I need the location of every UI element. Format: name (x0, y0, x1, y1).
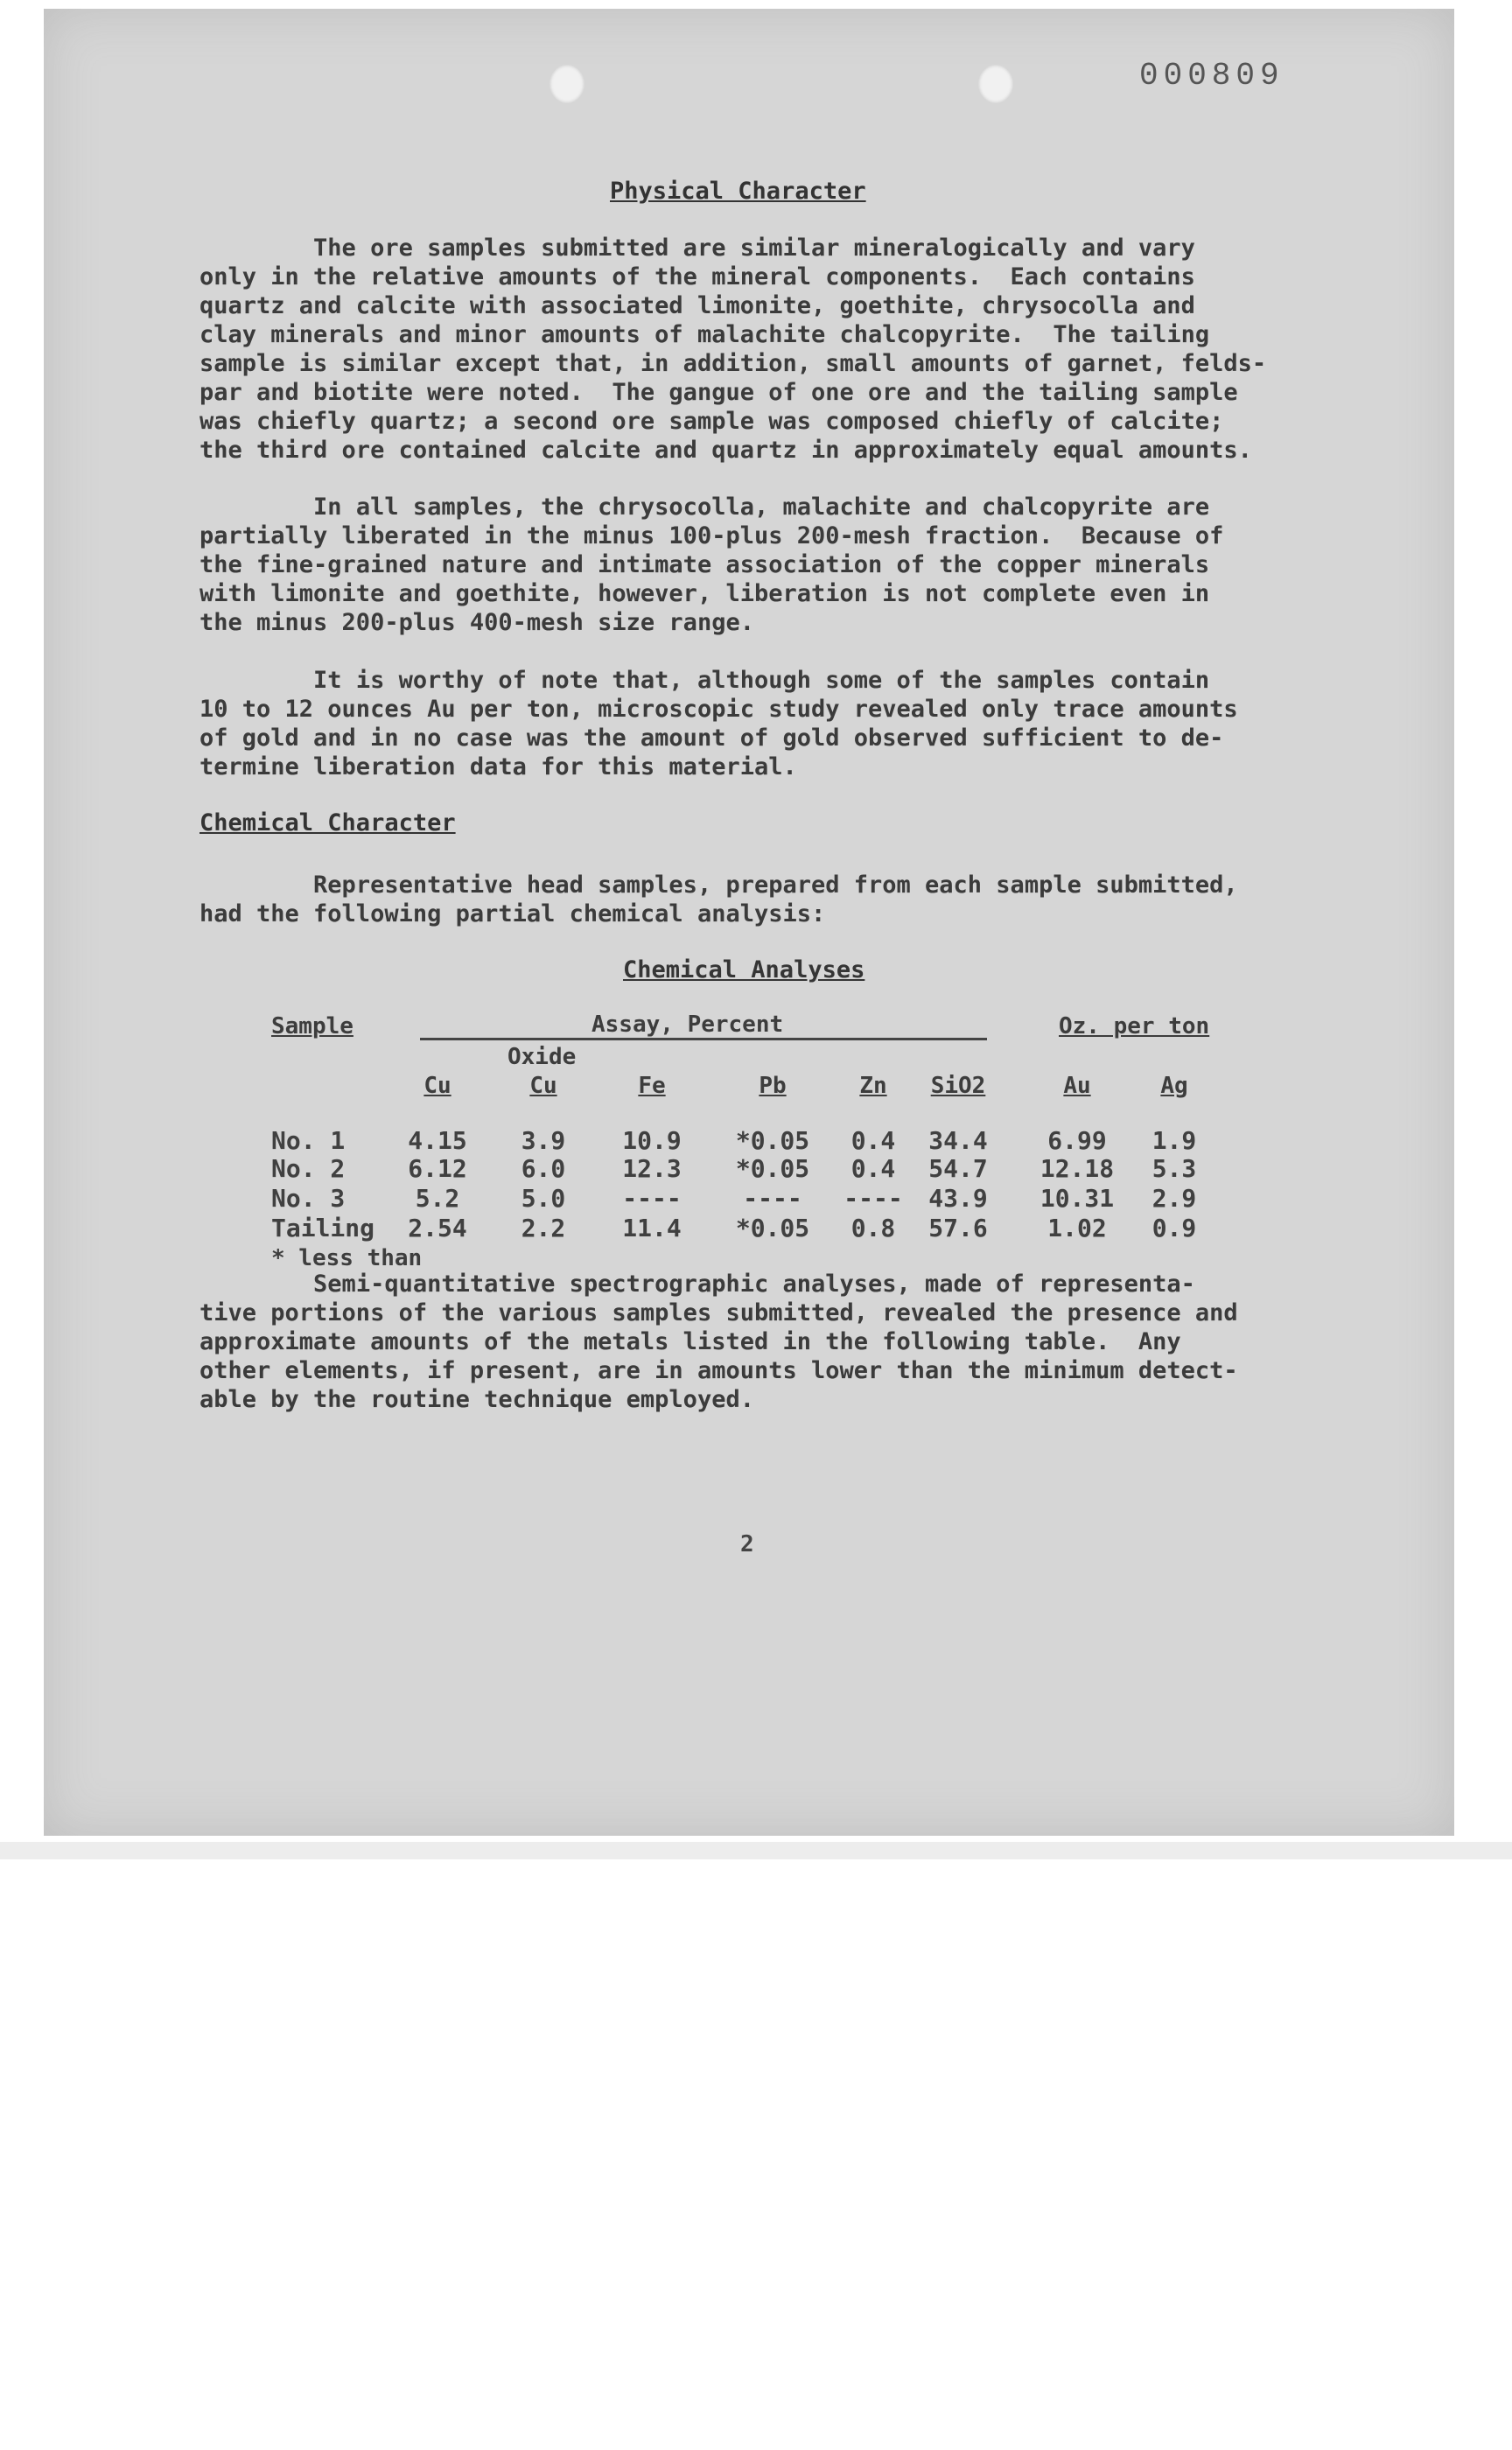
table-cell: 5.0 (521, 1184, 566, 1213)
row-label: Tailing (271, 1214, 375, 1242)
oxide-header: Oxide (508, 1044, 577, 1070)
assay-header: Assay, Percent (592, 1012, 784, 1038)
chemical-character-heading: Chemical Character (200, 809, 456, 836)
table-cell: 1.02 (1047, 1214, 1107, 1242)
table-cell: ---- (743, 1184, 802, 1213)
physical-paragraph-3: It is worthy of note that, although some of the samples contain 10 to 12 ounces Au per ton, microscopic study revealed only trace amounts of gold and in no case was the amount of gold observed sufficient to de- termine liberation data for this material. (200, 667, 1238, 780)
punch-hole-right (978, 65, 1013, 103)
table-cell: 34.4 (928, 1126, 988, 1155)
table-cell: 2.54 (408, 1214, 467, 1242)
table-cell: 5.3 (1152, 1154, 1197, 1183)
table-cell: 10.9 (622, 1126, 682, 1155)
assay-header-rule (420, 1038, 987, 1040)
table-footnote: * less than (271, 1245, 423, 1271)
table-cell: 12.3 (622, 1154, 682, 1183)
table-cell: 6.99 (1047, 1126, 1107, 1155)
chemical-paragraph-2: Semi-quantitative spectrographic analyses, made of representa- tive portions of the various samples submitted, revealed the presence and approximate amounts of the metals listed in the following table. Any other elements, if present, are in amounts lower than the minimum detect- able by the routine technique employed. (200, 1270, 1238, 1413)
table-cell: 1.9 (1152, 1126, 1197, 1155)
physical-paragraph-1: The ore samples submitted are similar mineralogically and vary only in the relative amounts of the mineral components. Each contains quartz and calcite with associated limonite, goethite, chrysocolla and clay minerals and minor amounts of malachite chalcopyrite. The tailing sample is similar except that, in addition, small amounts of garnet, felds- par and biotite were noted. The gangue of one ore and the tailing sample was chiefly quartz; a second ore sample was composed chiefly of calcite; the third ore contained calcite and quartz in approximately equal amounts. (200, 234, 1267, 464)
table-cell: *0.05 (735, 1126, 810, 1155)
punch-hole-left (550, 65, 584, 103)
col-header-zn: Zn (859, 1073, 887, 1099)
col-header-ag: Ag (1160, 1073, 1188, 1099)
table-cell: 43.9 (928, 1184, 988, 1213)
table-cell: 6.12 (408, 1154, 467, 1183)
page-shadow (0, 1842, 1512, 1859)
physical-character-heading: Physical Character (610, 178, 866, 205)
row-label: No. 1 (271, 1126, 346, 1155)
table-title: Chemical Analyses (623, 956, 865, 984)
row-label: No. 2 (271, 1154, 346, 1183)
table-cell: 5.2 (415, 1184, 460, 1213)
table-cell: 0.4 (850, 1154, 896, 1183)
document-number: 000809 (1139, 58, 1284, 94)
table-cell: 6.0 (521, 1154, 566, 1183)
col-header-cu: Cu (424, 1073, 452, 1099)
table-cell: 0.9 (1152, 1214, 1197, 1242)
table-cell: 0.8 (850, 1214, 896, 1242)
table-cell: 57.6 (928, 1214, 988, 1242)
sample-header: Sample (271, 1013, 354, 1040)
table-cell: 2.9 (1152, 1184, 1197, 1213)
table-cell: 0.4 (850, 1126, 896, 1155)
table-cell: *0.05 (735, 1154, 810, 1183)
col-header-sio2: SiO2 (930, 1073, 986, 1099)
physical-paragraph-2: In all samples, the chrysocolla, malachite and chalcopyrite are partially liberated in the minus 100-plus 200-mesh fraction. Because of the fine-grained nature and intimate association of the copper minerals with limonite and goethite, however, liberation is not complete even in the minus 200-plus 400-mesh size range. (200, 494, 1224, 636)
row-label: No. 3 (271, 1184, 346, 1213)
table-cell: ---- (622, 1184, 682, 1213)
table-cell: ---- (844, 1184, 903, 1213)
oz-header: Oz. per ton (1059, 1013, 1210, 1040)
table-cell: 12.18 (1040, 1154, 1115, 1183)
table-cell: 10.31 (1040, 1184, 1115, 1213)
table-cell: 11.4 (622, 1214, 682, 1242)
chemical-paragraph-1: Representative head samples, prepared from each sample submitted, had the following partial chemical analysis: (200, 872, 1238, 928)
col-header-pb: Pb (759, 1073, 787, 1099)
table-cell: 4.15 (408, 1126, 467, 1155)
table-cell: 3.9 (521, 1126, 566, 1155)
col-header-au: Au (1063, 1073, 1091, 1099)
table-cell: 54.7 (928, 1154, 988, 1183)
table-cell: *0.05 (735, 1214, 810, 1242)
page-number: 2 (740, 1531, 754, 1558)
col-header-oxide-cu: Cu (529, 1073, 557, 1099)
col-header-fe: Fe (638, 1073, 666, 1099)
table-cell: 2.2 (521, 1214, 566, 1242)
